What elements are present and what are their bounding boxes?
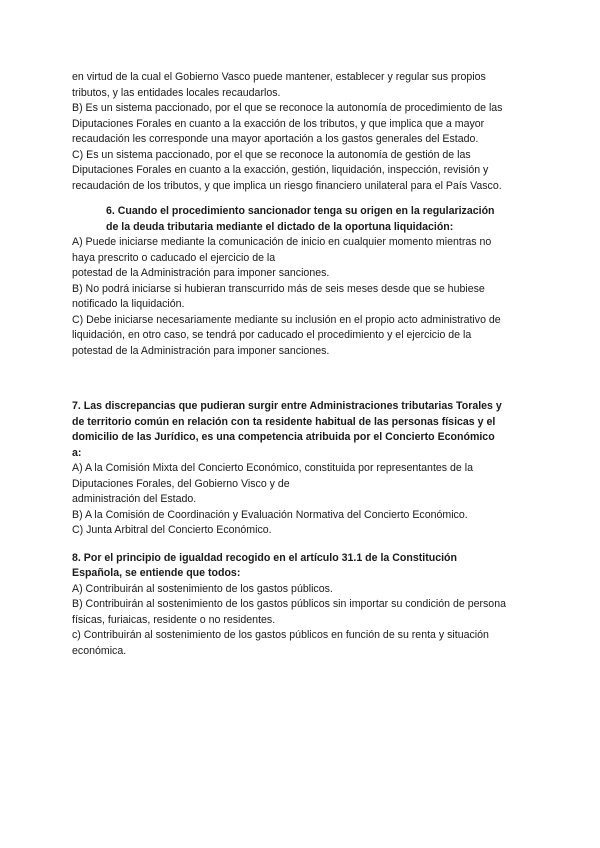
question-7-title: 7. Las discrepancias que pudieran surgir entre Administraciones tributarias Torales y: [72, 400, 502, 412]
question-7-title: de territorio común en relación con ta residente habitual de las personas físicas y el: [72, 415, 496, 428]
text-line: Diputaciones Forales en cuanto a la exacción de los tributos, y que implica que a mayor: [72, 117, 485, 130]
text-line: B) Es un sistema paccionado, por el que se reconoce la autonomía de procedimiento de las: [72, 102, 503, 114]
text-line: recaudación les corresponde una mayor aportación a los gastos generales del Estado.: [72, 133, 479, 145]
question-6-title: de la deuda tributaria mediante el dictado de la oportuna liquidación:: [106, 220, 454, 233]
answer-line: A) Contribuirán al sostenimiento de los gastos públicos.: [72, 582, 333, 595]
answer-line: haya prescrito o caducado el ejercicio de la: [72, 251, 276, 264]
answer-line: físicas, furiaicas, residente o no residentes.: [72, 613, 276, 626]
answer-line: C) Junta Arbitral del Concierto Económico.: [72, 524, 272, 536]
answer-line: C) Debe iniciarse necesariamente mediante su inclusión en el propio acto administrativo de: [72, 313, 501, 326]
answer-line: potestad de la Administración para imponer sanciones.: [72, 267, 330, 279]
document-page: [72, 70, 530, 659]
answer-line: administración del Estado.: [72, 493, 197, 505]
text-line: tributos, y las entidades locales recaudarlos.: [72, 86, 281, 99]
answer-line: Diputaciones Forales, del Gobierno Visco y de: [72, 477, 290, 490]
text-line: recaudación de los tributos, y que implica un riesgo financiero unilateral para el País Vasco.: [72, 179, 502, 192]
question-5-answers: [72, 70, 530, 194]
answer-line: notificado la liquidación.: [72, 298, 185, 310]
question-7-title: a:: [72, 446, 82, 459]
question-8-title: Española, se entiende que todos:: [72, 567, 241, 579]
question-8-title: 8. Por el principio de igualdad recogido en el artículo 31.1 de la Constitución: [72, 551, 457, 564]
answer-line: B) Contribuirán al sostenimiento de los gastos públicos sin importar su condición de persona: [72, 598, 506, 610]
text-line: C) Es un sistema paccionado, por el que se reconoce la autonomía de gestión de las: [72, 148, 471, 161]
question-8: [72, 551, 530, 660]
answer-line: B) No podrá iniciarse si hubieran transcurrido más de seis meses desde que se hubiese: [72, 282, 485, 295]
question-6-title: 6. Cuando el procedimiento sancionador tenga su origen en la regularización: [106, 205, 495, 217]
answer-line: A) A la Comisión Mixta del Concierto Económico, constituida por representantes de la: [72, 462, 473, 474]
answer-line: económica.: [72, 644, 127, 657]
question-7: [72, 399, 530, 539]
question-6: [72, 204, 530, 359]
answer-line: liquidación, en otro caso, se tendrá por caducado el procedimiento y el ejercicio de la: [72, 329, 472, 341]
answer-line: potestad de la Administración para imponer sanciones.: [72, 344, 330, 357]
text-line: Diputaciones Forales en cuanto a la exacción, gestión, liquidación, inspección, revisión y: [72, 164, 489, 176]
answer-line: B) A la Comisión de Coordinación y Evaluación Normativa del Concierto Económico.: [72, 508, 468, 521]
question-7-title: domicilio de las Jurídico, es una competencia atribuida por el Concierto Económico: [72, 431, 495, 443]
text-line: en virtud de la cual el Gobierno Vasco puede mantener, establecer y regular sus propios: [72, 71, 486, 83]
answer-line: A) Puede iniciarse mediante la comunicación de inicio en cualquier momento mientras no: [72, 236, 492, 248]
answer-line: c) Contribuirán al sostenimiento de los gastos públicos en función de su renta y situación: [72, 629, 489, 641]
